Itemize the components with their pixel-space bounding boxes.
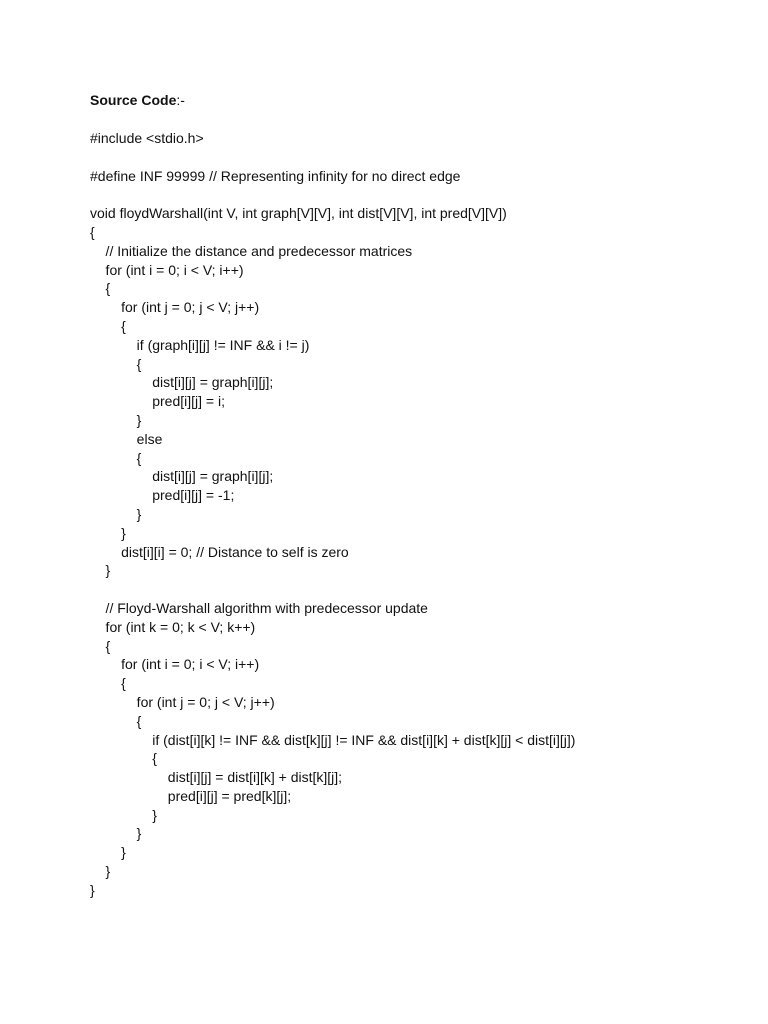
code-line: for (int k = 0; k < V; k++) xyxy=(90,618,256,635)
code-line: pred[i][j] = i; xyxy=(90,393,225,410)
code-line: // Floyd-Warshall algorithm with predecessor update xyxy=(90,599,428,616)
code-line: for (int j = 0; j < V; j++) xyxy=(90,693,275,710)
code-line: } xyxy=(90,844,126,861)
code-line: void floydWarshall(int V, int graph[V][V], int dist[V][V], int pred[V][V]) xyxy=(90,205,507,222)
code-block xyxy=(90,129,730,900)
code-line: } xyxy=(90,505,142,522)
code-line: dist[i][j] = graph[i][j]; xyxy=(90,374,274,391)
code-line: { xyxy=(90,317,126,334)
code-line: } xyxy=(90,863,111,880)
code-line: } xyxy=(90,411,142,428)
code-line: { xyxy=(90,280,111,297)
code-line: } xyxy=(90,806,157,823)
code-line: for (int i = 0; i < V; i++) xyxy=(90,656,260,673)
code-line: for (int i = 0; i < V; i++) xyxy=(90,261,244,278)
code-line xyxy=(90,580,730,599)
code-line: dist[i][i] = 0; // Distance to self is zero xyxy=(90,543,349,560)
code-line: pred[i][j] = pred[k][j]; xyxy=(90,787,292,804)
code-line: } xyxy=(90,524,126,541)
code-line: } xyxy=(90,881,95,898)
code-line xyxy=(90,148,730,167)
code-line: { xyxy=(90,712,142,729)
code-line: { xyxy=(90,750,157,767)
heading-bold-label: Source Code xyxy=(90,92,177,108)
code-line: if (dist[i][k] != INF && dist[k][j] != INF && dist[i][k] + dist[k][j] < dist[i][j]) xyxy=(90,731,576,748)
code-line: #define INF 99999 // Representing infinity for no direct edge xyxy=(90,167,461,184)
code-line: } xyxy=(90,825,142,842)
code-line: dist[i][j] = dist[i][k] + dist[k][j]; xyxy=(90,769,343,786)
source-code-heading xyxy=(90,91,185,110)
code-line: { xyxy=(90,449,142,466)
code-line: else xyxy=(90,430,163,447)
code-line: { xyxy=(90,637,111,654)
code-line: // Initialize the distance and predecessor matrices xyxy=(90,242,413,259)
code-line: { xyxy=(90,355,142,372)
code-line xyxy=(90,185,730,204)
code-line: for (int j = 0; j < V; j++) xyxy=(90,299,260,316)
code-line: pred[i][j] = -1; xyxy=(90,487,235,504)
code-line: if (graph[i][j] != INF && i != j) xyxy=(90,336,310,353)
code-line: #include <stdio.h> xyxy=(90,130,204,146)
heading-suffix: :- xyxy=(176,92,185,108)
code-line: dist[i][j] = graph[i][j]; xyxy=(90,468,274,485)
code-line: { xyxy=(90,675,126,692)
code-line: { xyxy=(90,223,95,240)
code-line: } xyxy=(90,562,111,579)
